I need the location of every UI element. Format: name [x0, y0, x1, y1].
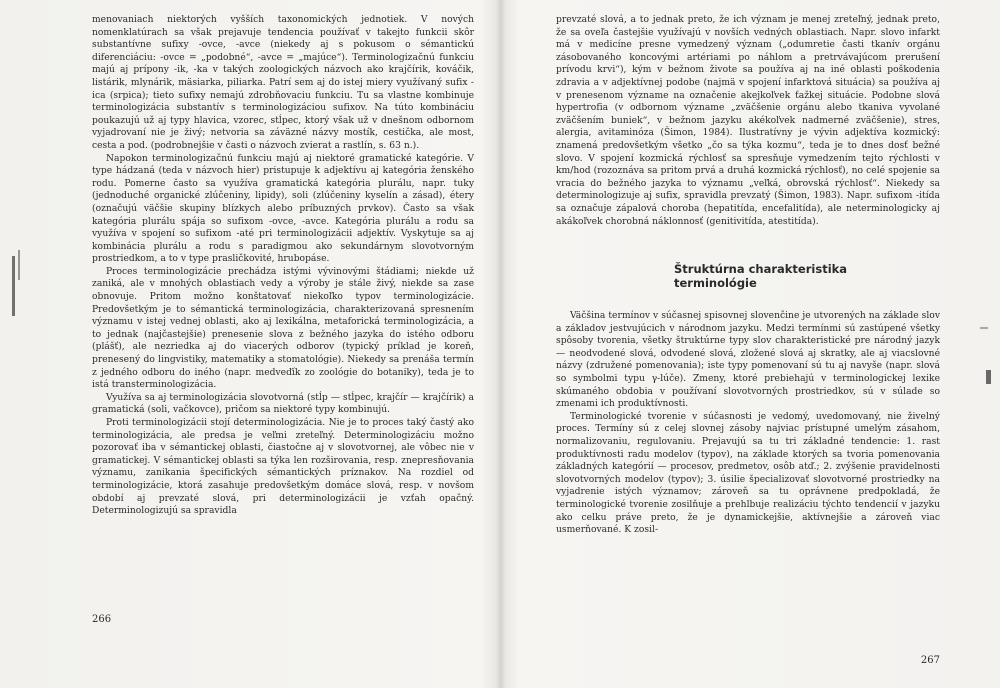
- paragraph: Napokon terminologizačnú funkciu majú aj niektoré gramatické kategórie. V type hádzaná (teda v názvoch hier) pristupuje k adjektívu aj kategória ženského rodu. Pomerne často sa využíva gramatická kategória plurálu, napr. tuky (jednoduché organické zlúčeniny, lipidy), soli (zlúčeniny kyselín a zásad), étery (označujú väčšie skupiny blízkych alebo príbuzných prvkov). Často sa však kategória plurálu spája so sufixom -ovce, -avce. Kategória plurálu a rodu sa využíva v spojení so sufixom -até pri terminologizácii adjektív. Vyskytuje sa aj kombinácia plurálu a rodu s paradigmou ako sekundárnym slovotvorným prostriedkom, a to v type prasličkovité, hrubopáse.: [92, 153, 474, 265]
- section-heading: Štruktúrna charakteristika terminológie: [674, 262, 848, 291]
- scan-mark: [986, 370, 991, 384]
- scan-mark: [980, 327, 988, 329]
- page-number: 266: [92, 614, 112, 625]
- paragraph: menovaniach niektorých vyšších taxonomických jednotiek. V nových nomenklatúrach sa však prejavuje tendencia používať v takejto funkcii skôr substantívne sufixy -ovce, -avce (niekedy aj s pokusom o sémantickú diferenciáciu: -ovce = „podobné“, -avce = „majúce“). Terminologizačnú funkciu majú aj prípony -ik, -ka v takých zoologických názvoch ako krajčírik, kováčik, listárik, mlynárik, mäsiarka, piliarka. Patrí sem aj do istej miery využívaný sufix -ica (srpica); tieto sufixy nemajú zdrobňovaciu funkciu. Tu sa vlastne kombinuje terminologizácia substantív s terminologizáciou sufixov. Na túto kombináciu poukazujú už aj typy hlavica, vzorec, stĺpec, ktorý však už v dnešnom odbornom vyjadrovaní nie je živý; netvoria sa záväzné názvy mostík, cestička, ale most, cesta a pod. (podrobnejšie v časti o názvoch zvierat a rastlín, s. 63 n.).: [92, 15, 474, 151]
- paragraph: Využíva sa aj terminologizácia slovotvorná (stĺp — stĺpec, krajčír — krajčírik) a gramatická (soli, vačkovce), pričom sa niektoré typy kombinujú.: [92, 392, 474, 416]
- left-page: [92, 14, 474, 674]
- paragraph: Proces terminologizácie prechádza istými vývinovými štádiami; niekde už zaniká, ale v mnohých oblastiach vedy a výroby je stále živý, niekde sa zase obnovuje. Pritom možno konštatovať niekoľko typov terminologizácie. Predovšetkým je to sémantická terminologizácia, charakterizovaná spresnením významu v istej vednej oblasti, ako aj lexikálna, metaforická terminologizácia, a to jednak (najčastejšie) prenesenie slova z bežného jazyka do istého odboru (plášť), ale nezriedka aj do viacerých odborov (typický príklad je koreň, prenesený do lingvistiky, matematiky a stomatológie). Niekedy sa prenáša termín z jedného odboru do iného (napr. medveďík zo zoológie do botaniky), teda je to istá transterminologizácia.: [92, 266, 474, 391]
- page-number: 267: [920, 655, 940, 666]
- scan-mark: [12, 256, 15, 316]
- paragraph: Väčšina termínov v súčasnej spisovnej slovenčine je utvorených na základe slov a základov jestvujúcich v národnom jazyku. Medzi termínmi sú zastúpené všetky spôsoby tvorenia, všetky štruktúrne typy slov charakteristické pre národný jazyk — neodvodené slová, odvodené slová, zložené slová aj skratky, ale aj viacslovné názvy (združené pomenovania); iste typy pomenovaní sú tu aj navyše (napr. slová so symbolmi typu γ-lúče). Zmeny, ktoré prebiehajú v terminologickej lexike skúmaného obdobia v používaní slovotvorných prostriedkov, sú v súlade so zmenami ich produktívnosti.: [556, 311, 940, 410]
- right-page: [556, 14, 940, 674]
- paragraph: Terminologické tvorenie v súčasnosti je vedomý, uvedomovaný, nie živelný proces. Termíny sú z celej slovnej zásoby najviac prístupné umelým zásahom, normalizovaniu, regulovaniu. Prejavujú sa tu tri základné tendencie: 1. rast produktívnosti radu modelov (typov), na základe ktorých sa tvoria pomenovania základných kategórií — procesov, predmetov, osôb atď.; 2. zvýšenie pravidelnosti slovotvorných modelov (typov); 3. úsilie špecializovať slovotvorné prostriedky na vyjadrenie istých významov; zároveň sa tu oprávnene predpokladá, že terminologické tvorenie zosilňuje a prehlbuje realizáciu týchto tendencií v jazyku ako celku práve preto, že je dynamickejšie, aktívnejšie a zároveň viac usmerňované. K zosil-: [556, 411, 940, 536]
- scan-mark: [18, 250, 20, 280]
- book-gutter: [496, 0, 506, 688]
- paragraph: prevzaté slová, a to jednak preto, že ich význam je menej zreteľný, jednak preto, že sa oveľa častejšie využívajú v novších vedných oblastiach. Napr. slovo infarkt má v medicíne presne vymedzený význam („odumretie časti tkanív orgánu zásobovaného koncovými artériami po náhlom a pretrvávajúcom prerušení prívodu krvi“), kým v bežnom živote sa používa aj na iné oblasti poškodenia zdravia a v adjektívnej podobe (najmä v spojení infarktová situácia) sa používa aj v prenesenom význame na označenie akejkoľvek ťažkej situácie. Podobne slová hypertrofia (v odbornom význame „zväčšenie orgánu alebo tkaniva vyvolané zväčšením buniek“, v bežnom jazyku akékoľvek nadmerné zväčšenie), stres, alergia, avitaminóza (Šimon, 1984). Ilustratívny je vývin adjektíva kozmický: znamená predovšetkým všetko „čo sa týka kozmu“, teda je to dnes dosť bežné slovo. V spojení kozmická rýchlosť sa spresňuje vymedzením tejto rýchlosti v km/hod (rozoznáva sa pritom prvá a druhá kozmická rýchlosť), no celé spojenie sa vracia do bežného jazyka to významu „veľká, obrovská rýchlosť“. Niekedy sa determinologizuje aj sufix, spravidla prevzatý (Šimon, 1983). Napr. sufixom -itída sa označuje zápalová choroba (hepatitída, encefalitída), ale neterminologicky aj akákoľvek chorobná náklonnosť (genitivitída, atestitída).: [556, 15, 940, 227]
- paragraph: Proti terminologizácii stojí determinologizácia. Nie je to proces taký častý ako terminologizácia, ale predsa je veľmi zreteľný. Determinologizáciu možno pozorovať iba v sémantickej oblasti, čiastočne aj v slovotvornej, ale vôbec nie v gramatickej. V sémantickej oblasti sa týka len rozširovania, resp. znepresňovania významu, zanikania špecifických sémantických príznakov. Na rozdiel od terminologizácie, ktorá zasahuje predovšetkým domáce slová, resp. v novšom období aj prevzaté slová, pri determinologizácii je vzťah opačný. Determinologizujú sa spravidla: [92, 418, 474, 517]
